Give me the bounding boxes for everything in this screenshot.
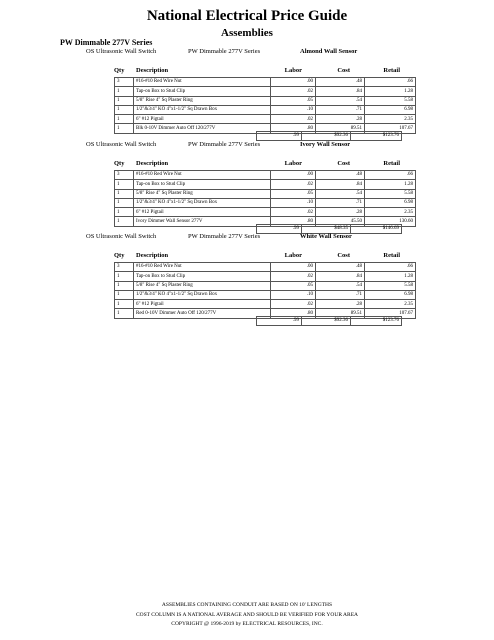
cell-cost: .71 <box>316 198 365 207</box>
page-subtitle: Assemblies <box>221 27 273 39</box>
cell-qty: 1 <box>115 198 134 207</box>
cell-cost: .84 <box>316 87 365 96</box>
cell-description: 5/8" Rise 4" Sq Plaster Ring <box>134 281 271 290</box>
cell-qty: 1 <box>115 300 134 309</box>
table-row <box>115 198 416 207</box>
cell-labor: .02 <box>271 115 316 124</box>
table-row <box>115 263 416 272</box>
cell-cost: 45.50 <box>316 217 365 226</box>
cell-cost: .84 <box>316 272 365 281</box>
cell-description: Red 0-10V Dimmer Auto Off 120/277V <box>134 309 271 318</box>
cell-qty: 1 <box>115 208 134 217</box>
table-row <box>115 115 416 124</box>
cell-retail: 107.67 <box>365 124 416 133</box>
col-cost-header: Cost <box>337 252 350 259</box>
col-labor-header: Labor <box>284 252 302 259</box>
total-labor: .99 <box>257 132 302 141</box>
cell-description: Tap-on Box to Stud Clip <box>134 272 271 281</box>
total-retail: $123.76 <box>351 132 402 141</box>
assembly-series: PW Dimmable 277V Series <box>188 233 261 240</box>
cell-cost: .71 <box>316 105 365 114</box>
table-row <box>115 78 416 87</box>
assembly-sensor: White Wall Sensor <box>300 233 352 240</box>
cell-cost: .28 <box>316 208 365 217</box>
assembly-series: PW Dimmable 277V Series <box>188 141 261 148</box>
assembly-name: OS Ultrasonic Wall Switch <box>86 141 157 148</box>
cell-qty: 3 <box>115 78 134 87</box>
cell-qty: 1 <box>115 309 134 318</box>
footer-line-conduit: ASSEMBLIES CONTAINING CONDUIT ARE BASED ON 10' LENGTHS <box>161 602 333 608</box>
assembly-header <box>0 231 494 243</box>
cell-description: 1/2"&3/4" KO 4"x1-1/2" Sq Drawn Box <box>134 105 271 114</box>
cell-retail: 1.28 <box>365 87 416 96</box>
cell-cost: .48 <box>316 263 365 272</box>
cell-labor: .02 <box>271 87 316 96</box>
cell-cost: .84 <box>316 180 365 189</box>
cell-labor: .80 <box>271 309 316 318</box>
cell-labor: .00 <box>271 171 316 180</box>
cell-qty: 1 <box>115 281 134 290</box>
footer-line-cost: COST COLUMN IS A NATIONAL AVERAGE AND SHOULD BE VERIFIED FOR YOUR AREA <box>135 612 359 618</box>
total-cost: $48.35 <box>302 225 351 234</box>
cell-description: #16-#10 Red Wire Nut <box>134 171 271 180</box>
cell-retail: 6.98 <box>365 105 416 114</box>
cell-qty: 1 <box>115 290 134 299</box>
cell-retail: 107.67 <box>365 309 416 318</box>
total-cost: $92.36 <box>302 317 351 326</box>
cell-labor: .05 <box>271 281 316 290</box>
cell-qty: 1 <box>115 105 134 114</box>
table-row <box>115 87 416 96</box>
cell-description: 1/2"&3/4" KO 4"x1-1/2" Sq Drawn Box <box>134 290 271 299</box>
col-cost-header: Cost <box>337 160 350 167</box>
col-retail-header: Retail <box>383 252 400 259</box>
col-description-header: Description <box>136 252 169 259</box>
totals-row <box>257 317 402 326</box>
cell-retail: .66 <box>365 78 416 87</box>
cell-labor: .05 <box>271 96 316 105</box>
cell-retail: 2.35 <box>365 208 416 217</box>
cell-description: Blk 0-10V Dimmer Auto Off 120/277V <box>134 124 271 133</box>
cell-retail: 5.58 <box>365 96 416 105</box>
total-retail: $146.69 <box>351 225 402 234</box>
cell-cost: 89.51 <box>316 309 365 318</box>
table-row <box>115 281 416 290</box>
col-qty-header: Qty <box>114 160 125 167</box>
assembly-block <box>0 139 494 232</box>
cell-retail: 1.28 <box>365 272 416 281</box>
cell-retail: 6.98 <box>365 290 416 299</box>
cell-qty: 1 <box>115 96 134 105</box>
cell-description: 6" #12 Pigtail <box>134 115 271 124</box>
cell-retail: 1.28 <box>365 180 416 189</box>
cell-cost: .28 <box>316 115 365 124</box>
page-title: National Electrical Price Guide <box>146 8 348 24</box>
cell-retail: 6.98 <box>365 198 416 207</box>
column-headers <box>0 67 494 77</box>
total-labor: .99 <box>257 317 302 326</box>
cell-qty: 3 <box>115 171 134 180</box>
cell-description: Tap-on Box to Stud Clip <box>134 87 271 96</box>
items-table <box>114 170 416 227</box>
cell-cost: .54 <box>316 281 365 290</box>
assembly-name: OS Ultrasonic Wall Switch <box>86 233 157 240</box>
items-table <box>114 262 416 319</box>
cell-cost: 89.51 <box>316 124 365 133</box>
col-retail-header: Retail <box>383 160 400 167</box>
assembly-block <box>0 46 494 139</box>
cell-description: 1/2"&3/4" KO 4"x1-1/2" Sq Drawn Box <box>134 198 271 207</box>
section-title: PW Dimmable 277V Series <box>60 38 153 47</box>
cell-retail: 2.35 <box>365 115 416 124</box>
total-cost: $92.36 <box>302 132 351 141</box>
cell-labor: .02 <box>271 208 316 217</box>
assembly-name: OS Ultrasonic Wall Switch <box>86 48 157 55</box>
cell-description: Tap-on Box to Stud Clip <box>134 180 271 189</box>
col-cost-header: Cost <box>337 67 350 74</box>
assembly-header <box>0 46 494 58</box>
table-row <box>115 189 416 198</box>
cell-retail: .66 <box>365 171 416 180</box>
total-labor: .99 <box>257 225 302 234</box>
cell-cost: .54 <box>316 96 365 105</box>
cell-retail: .66 <box>365 263 416 272</box>
total-retail: $123.76 <box>351 317 402 326</box>
cell-labor: .00 <box>271 263 316 272</box>
assembly-sensor: Ivory Wall Sensor <box>300 141 351 148</box>
column-headers <box>0 160 494 170</box>
assembly-header <box>0 139 494 151</box>
cell-labor: .10 <box>271 105 316 114</box>
cell-cost: .48 <box>316 171 365 180</box>
col-description-header: Description <box>136 160 169 167</box>
table-row <box>115 180 416 189</box>
cell-retail: 5.58 <box>365 281 416 290</box>
table-row <box>115 300 416 309</box>
cell-labor: .02 <box>271 180 316 189</box>
table-row <box>115 96 416 105</box>
cell-retail: 5.58 <box>365 189 416 198</box>
cell-labor: .80 <box>271 124 316 133</box>
cell-qty: 1 <box>115 272 134 281</box>
cell-description: 5/8" Rise 4" Sq Plaster Ring <box>134 189 271 198</box>
totals-table <box>256 316 402 326</box>
col-labor-header: Labor <box>284 160 302 167</box>
cell-labor: .10 <box>271 198 316 207</box>
table-row <box>115 272 416 281</box>
cell-description: 6" #12 Pigtail <box>134 300 271 309</box>
col-retail-header: Retail <box>383 67 400 74</box>
cell-cost: .28 <box>316 300 365 309</box>
col-labor-header: Labor <box>284 67 302 74</box>
col-description-header: Description <box>136 67 169 74</box>
assembly-sensor: Almond Wall Sensor <box>300 48 358 55</box>
cell-qty: 1 <box>115 180 134 189</box>
cell-description: Ivory Dimmer Wall Sensor 277V <box>134 217 271 226</box>
table-row <box>115 290 416 299</box>
cell-cost: .54 <box>316 189 365 198</box>
table-row <box>115 208 416 217</box>
cell-retail: 2.35 <box>365 300 416 309</box>
col-qty-header: Qty <box>114 252 125 259</box>
cell-qty: 1 <box>115 217 134 226</box>
table-row <box>115 171 416 180</box>
footer-line-copyright: COPYRIGHT @ 1996-2019 by ELECTRICAL RESOURCES, INC. <box>171 621 323 627</box>
assembly-block <box>0 231 494 324</box>
cell-labor: .10 <box>271 290 316 299</box>
cell-qty: 1 <box>115 124 134 133</box>
cell-description: #16-#10 Red Wire Nut <box>134 78 271 87</box>
cell-retail: 130.60 <box>365 217 416 226</box>
col-qty-header: Qty <box>114 67 125 74</box>
cell-labor: .00 <box>271 78 316 87</box>
column-headers <box>0 252 494 262</box>
cell-qty: 1 <box>115 115 134 124</box>
cell-qty: 3 <box>115 263 134 272</box>
cell-description: #16-#10 Red Wire Nut <box>134 263 271 272</box>
cell-labor: .02 <box>271 272 316 281</box>
items-table <box>114 77 416 134</box>
cell-labor: .05 <box>271 189 316 198</box>
cell-cost: .48 <box>316 78 365 87</box>
assembly-series: PW Dimmable 277V Series <box>188 48 261 55</box>
cell-labor: .02 <box>271 300 316 309</box>
cell-qty: 1 <box>115 189 134 198</box>
cell-cost: .71 <box>316 290 365 299</box>
cell-description: 5/8" Rise 4" Sq Plaster Ring <box>134 96 271 105</box>
cell-labor: .80 <box>271 217 316 226</box>
cell-qty: 1 <box>115 87 134 96</box>
table-row <box>115 105 416 114</box>
cell-description: 6" #12 Pigtail <box>134 208 271 217</box>
